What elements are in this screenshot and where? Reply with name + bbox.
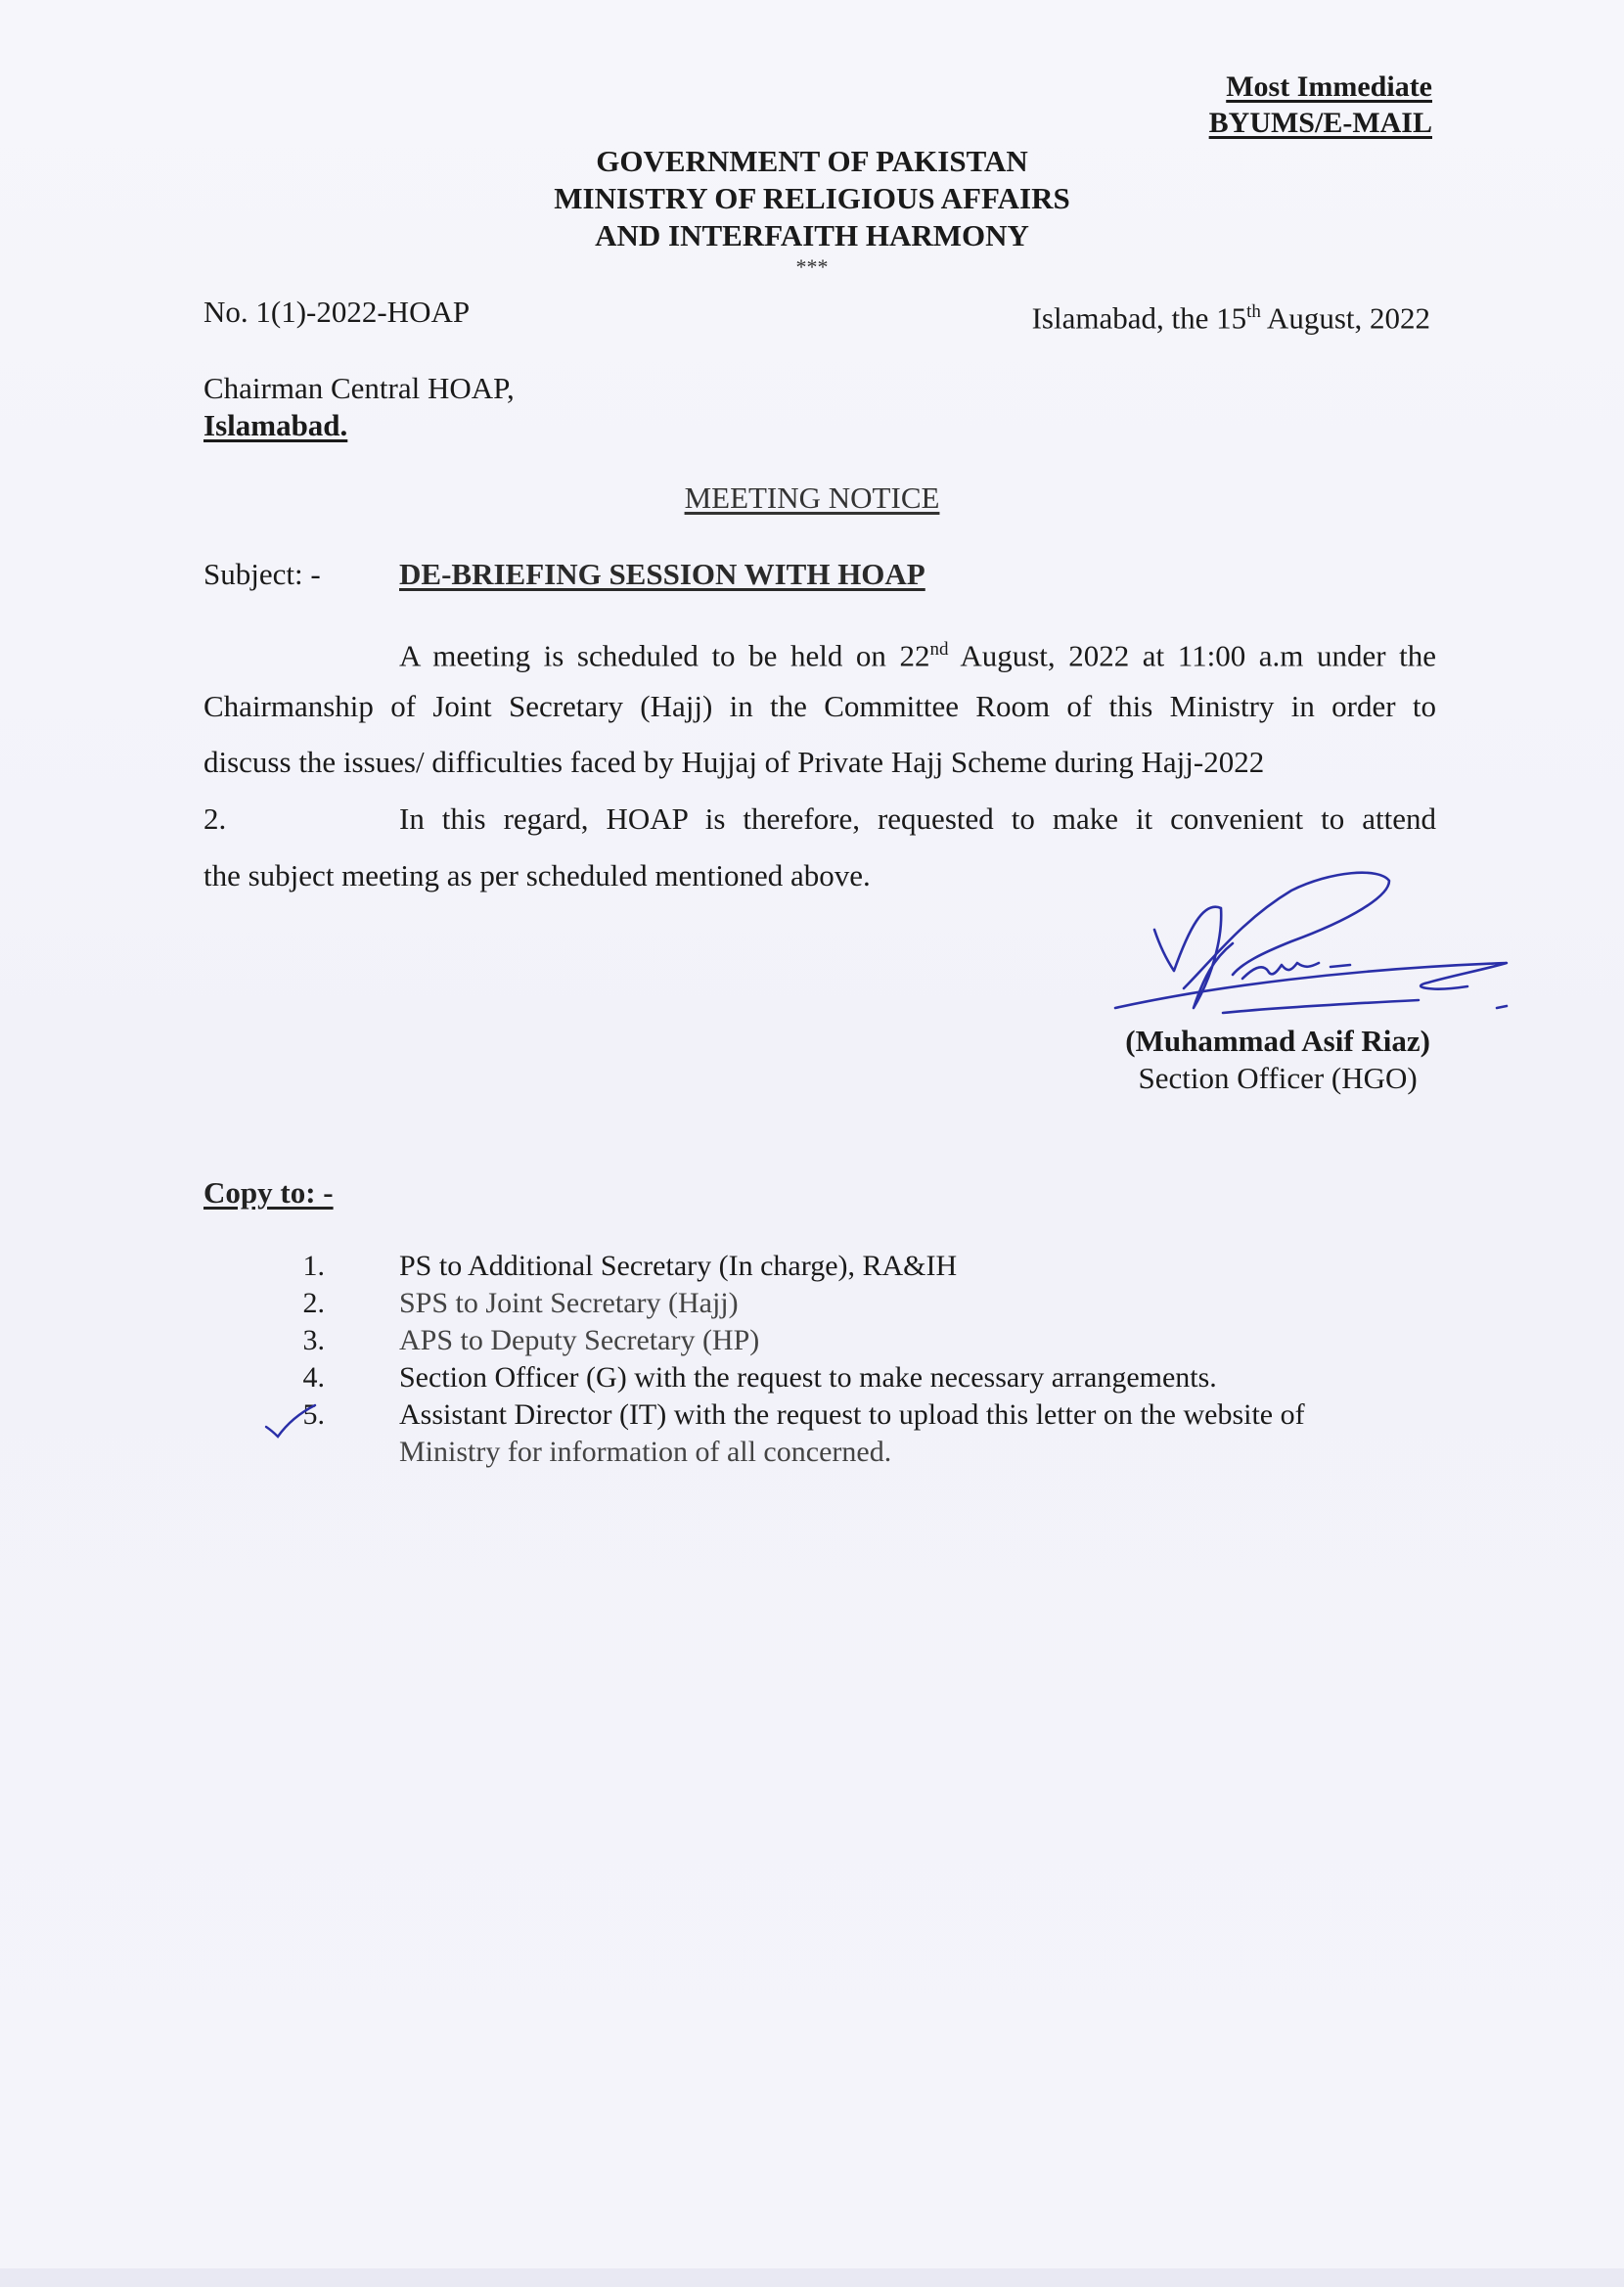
paragraph-1-line-3: discuss the issues/ difficulties faced by Hujjaj of Private Hajj Scheme during Hajj-2022 <box>203 745 1265 779</box>
signatory-name: (Muhammad Asif Riaz) <box>1125 1024 1430 1058</box>
recipient-block <box>203 370 515 444</box>
copy-item-text: APS to Deputy Secretary (HP) <box>399 1324 760 1356</box>
letterhead-line-3: AND INTERFAITH HARMONY <box>595 218 1029 252</box>
paragraph-1-line-1 <box>399 631 1436 674</box>
priority-block <box>1209 69 1432 141</box>
date-prefix: Islamabad, the 15 <box>1031 300 1247 336</box>
copy-item-text: Section Officer (G) with the request to make necessary arrangements. <box>399 1361 1217 1394</box>
date-superscript: th <box>1246 301 1261 322</box>
copy-item-number: 2. <box>302 1287 325 1319</box>
subject-label: Subject: - <box>203 557 321 591</box>
paragraph-2-number: 2. <box>203 801 227 836</box>
priority-line-2: BYUMS/E-MAIL <box>1208 107 1432 139</box>
copy-item-text: Assistant Director (IT) with the request to upload this letter on the website of <box>399 1398 1305 1431</box>
letterhead-line-1: GOVERNMENT OF PAKISTAN <box>596 144 1028 178</box>
recipient-line-2: Islamabad. <box>203 408 348 442</box>
handwritten-tick-mark <box>262 1401 321 1441</box>
paragraph-1-line-2: Chairmanship of Joint Secretary (Hajj) in the Committee Room of this Ministry in order to <box>203 689 1436 723</box>
letterhead-line-2: MINISTRY OF RELIGIOUS AFFAIRS <box>554 181 1070 215</box>
reference-number: No. 1(1)-2022-HOAP <box>203 295 471 329</box>
copy-item-number: 5. <box>302 1398 325 1431</box>
paragraph-2-line-1: In this regard, HOAP is therefore, requested to make it convenient to attend <box>399 801 1436 836</box>
p1-text-a: A meeting is scheduled to be held on 22 <box>399 638 930 673</box>
p1-text-b: August, 2022 at 11:00 a.m under the <box>948 638 1436 673</box>
priority-line-1: Most Immediate <box>1226 70 1432 103</box>
signatory-designation: Section Officer (HGO) <box>1138 1061 1418 1095</box>
copy-item-number: 1. <box>302 1250 325 1282</box>
header-stars: *** <box>795 254 829 279</box>
date-suffix: August, 2022 <box>1260 300 1430 336</box>
scan-bottom-edge <box>0 2268 1624 2287</box>
handwritten-signature <box>1096 861 1526 1037</box>
paragraph-2-line-2: the subject meeting as per scheduled mentioned above. <box>203 858 871 892</box>
copy-item-text: SPS to Joint Secretary (Hajj) <box>399 1287 739 1319</box>
copy-item-text: PS to Additional Secretary (In charge), RA&IH <box>399 1250 958 1282</box>
copy-item-number: 3. <box>302 1324 325 1356</box>
subject-text: DE-BRIEFING SESSION WITH HOAP <box>399 557 925 591</box>
letterhead <box>0 143 1624 254</box>
copy-item-number: 4. <box>302 1361 325 1394</box>
p1-superscript: nd <box>929 639 949 660</box>
recipient-line-1: Chairman Central HOAP, <box>203 371 515 405</box>
letter-date <box>1032 294 1430 337</box>
copy-item-text-continued: Ministry for information of all concerned. <box>399 1436 892 1468</box>
copy-to-label: Copy to: - <box>203 1175 334 1210</box>
signatory-block <box>1125 1023 1430 1097</box>
notice-title: MEETING NOTICE <box>684 480 940 515</box>
